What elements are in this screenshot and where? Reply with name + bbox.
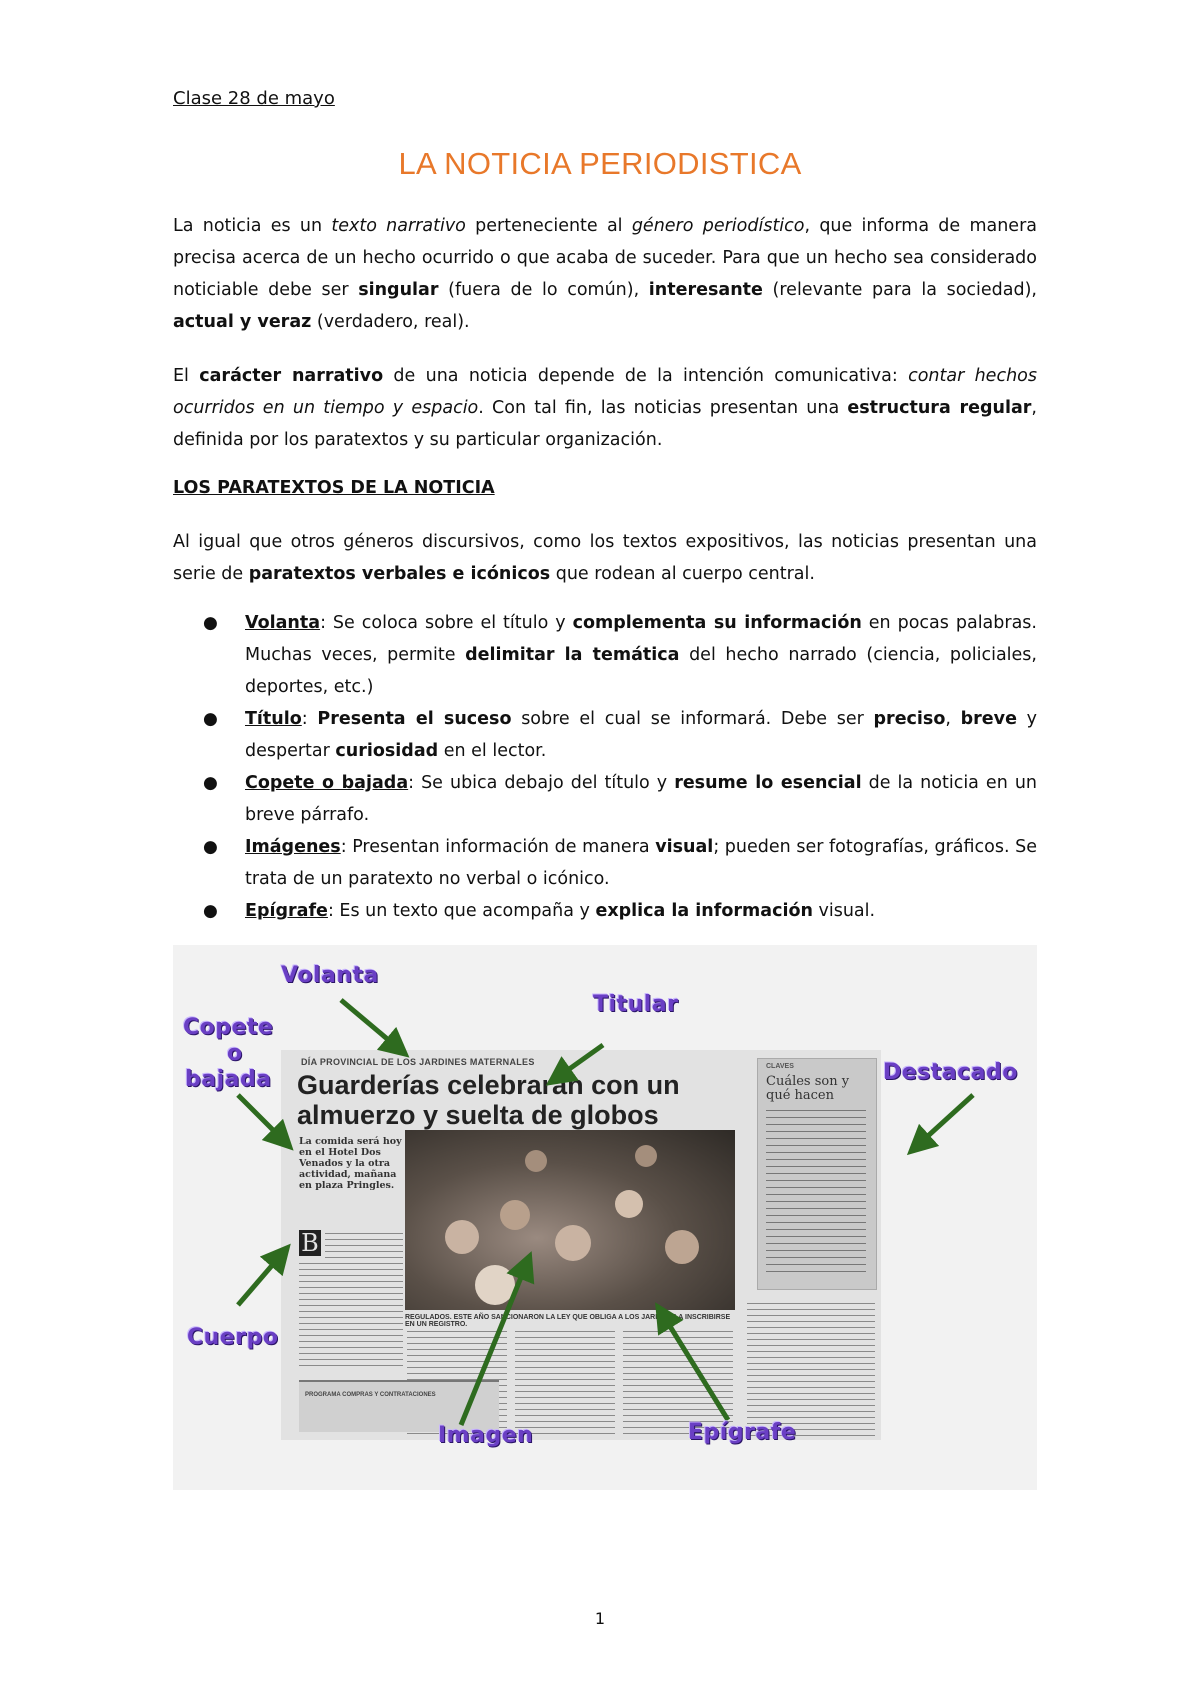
section-heading: LOS PARATEXTOS DE LA NOTICIA xyxy=(173,478,495,498)
bullet-icon: ● xyxy=(203,901,218,921)
arrow-titular xyxy=(558,1045,603,1077)
intro-paragraph: La noticia es un texto narrativo perteneciente al género periodístico, que informa de manera precisa acerca de un hecho ocurrido o que acaba de suceder. Para que un hecho sea considerado noticiable debe ser singular (fuera de lo común), interesante (relevante para la sociedad), actual y veraz (verdadero, real). xyxy=(173,216,1037,332)
page-number: 1 xyxy=(594,1609,606,1628)
bullet-icon: ● xyxy=(203,709,218,729)
label-imagen: Imagen xyxy=(438,1423,534,1448)
page-title: LA NOTICIA PERIODISTICA xyxy=(398,146,802,181)
label-epigrafe: Epígrafe xyxy=(688,1420,797,1445)
newspaper-dropcap: B xyxy=(299,1230,321,1256)
label-cuerpo: Cuerpo xyxy=(187,1325,279,1350)
bullet-icon: ● xyxy=(203,773,218,793)
list-item: ● Volanta: Se coloca sobre el título y complementa su información en pocas palabras. Muchas veces, permite delimitar la temática del hecho narrado (ciencia, policiales, deportes, etc.) xyxy=(173,607,1037,703)
list-item: ● Copete o bajada: Se ubica debajo del título y resume lo esencial de la noticia en un breve párrafo. xyxy=(173,767,1037,831)
newspaper-volanta: DÍA PROVINCIAL DE LOS JARDINES MATERNALES xyxy=(301,1057,535,1067)
arrow-epigrafe xyxy=(663,1315,728,1420)
label-titular: Titular xyxy=(593,992,679,1017)
paratext-intro-paragraph: Al igual que otros géneros discursivos, como los textos expositivos, las noticias presentan una serie de paratextos verbales e icónicos que rodean al cuerpo central. xyxy=(173,532,1037,584)
bullet-icon: ● xyxy=(203,613,218,633)
arrow-volanta xyxy=(341,1000,398,1048)
newspaper-box: PROGRAMA COMPRAS Y CONTRATACIONES xyxy=(299,1380,499,1432)
list-item: ● Epígrafe: Es un texto que acompaña y explica la información visual. xyxy=(173,895,1037,927)
arrows-layer xyxy=(173,945,1037,1490)
narrative-paragraph: El carácter narrativo de una noticia depende de la intención comunicativa: contar hechos ocurridos en un tiempo y espacio. Con tal fin, las noticias presentan una estructura regular, definida por los paratextos y su particular organización. xyxy=(173,366,1037,450)
paratext-list xyxy=(173,607,1037,927)
arrow-cuerpo xyxy=(238,1255,281,1305)
label-copete: Copete xyxy=(183,1015,274,1040)
arrow-destacado xyxy=(918,1095,973,1145)
newspaper-sidebar: CLAVES Cuáles son y qué hacen xyxy=(757,1058,877,1290)
class-date: Clase 28 de mayo xyxy=(173,88,335,109)
newspaper-headline: Guarderías celebrarán con un almuerzo y suelta de globos xyxy=(297,1070,680,1130)
newspaper-caption: REGULADOS. ESTE AÑO SANCIONARON LA LEY QUE OBLIGA A LOS JARDINES A INSCRIBIRSE EN UN REGISTRO. xyxy=(405,1314,731,1328)
arrow-imagen xyxy=(461,1265,526,1425)
newspaper-bajada: La comida será hoy en el Hotel Dos Venados y la otra actividad, mañana en plaza Pringles. xyxy=(299,1136,402,1191)
news-structure-figure xyxy=(173,945,1037,1490)
label-o: o xyxy=(227,1041,243,1066)
label-destacado: Destacado xyxy=(883,1060,1018,1085)
list-item: ● Título: Presenta el suceso sobre el cual se informará. Debe ser preciso, breve y despertar curiosidad en el lector. xyxy=(173,703,1037,767)
arrow-copete xyxy=(238,1095,283,1140)
list-item: ● Imágenes: Presentan información de manera visual; pueden ser fotografías, gráficos. Se trata de un paratexto no verbal o icónico. xyxy=(173,831,1037,895)
label-volanta: Volanta xyxy=(281,963,379,988)
label-bajada: bajada xyxy=(185,1067,272,1092)
bullet-icon: ● xyxy=(203,837,218,857)
